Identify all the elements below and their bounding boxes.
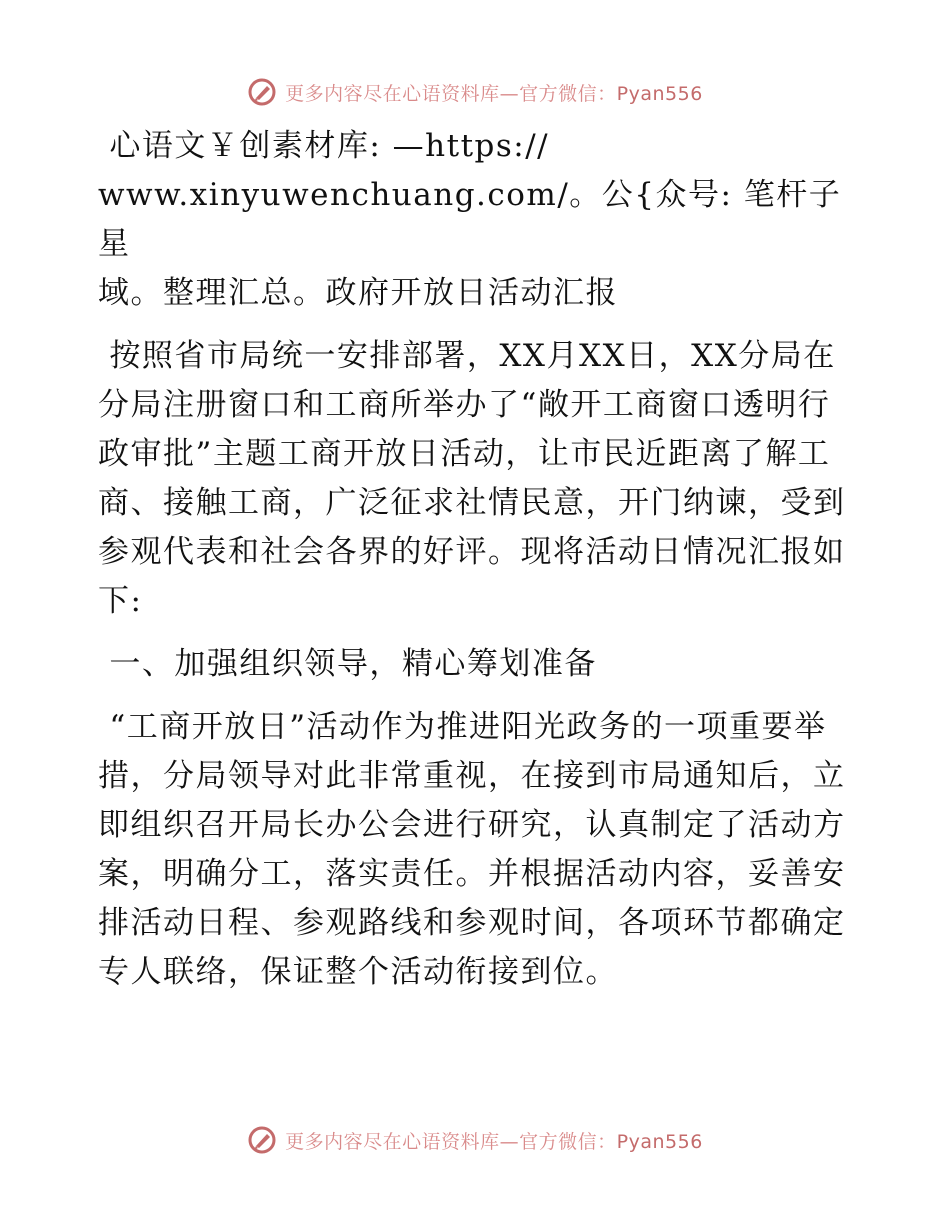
paragraph-2: “工商开放日”活动作为推进阳光政务的一项重要举措，分局领导对此非常重视，在接到市局通知后，立即组织召开局长办公会进行研究，认真制定了活动方案，明确分工，落实责任。并根据活动内容，妥善安排活动日程、参观路线和参观时间，各项环节都确定专人联络，保证整个活动衔接到位。	[98, 709, 846, 990]
watermark-text: 更多内容尽在心语资料库—官方微信：Pyan556	[285, 82, 703, 105]
intro-line-3: 域。整理汇总。政府开放日活动汇报	[98, 275, 618, 311]
watermark-banner-bottom	[0, 1120, 950, 1160]
watermark-banner-top	[0, 72, 950, 112]
wechat-id: Pyan556	[616, 1130, 703, 1153]
section-heading-1: 一、加强组织领导，精心筹划准备	[98, 646, 597, 682]
document-body	[98, 122, 853, 997]
pen-circle-logo-icon	[247, 1125, 277, 1155]
pen-circle-logo-icon	[247, 77, 277, 107]
paragraph-1: 按照省市局统一安排部署，XX月XX日，XX分局在分局注册窗口和工商所举办了“敞开工商窗口透明行政审批”主题工商开放日活动，让市民近距离了解工商、接触工商，广泛征求社情民意，开门纳谏，受到参观代表和社会各界的好评。现将活动日情况汇报如下:	[98, 338, 846, 619]
intro-line-1: 心语文￥创素材库: —https://	[98, 128, 550, 164]
watermark-text: 更多内容尽在心语资料库—官方微信：Pyan556	[285, 1130, 703, 1153]
wechat-id: Pyan556	[616, 82, 703, 105]
intro-line-2: www.xinyuwenchuang.com/。公{众号: 笔杆子星	[98, 177, 842, 262]
